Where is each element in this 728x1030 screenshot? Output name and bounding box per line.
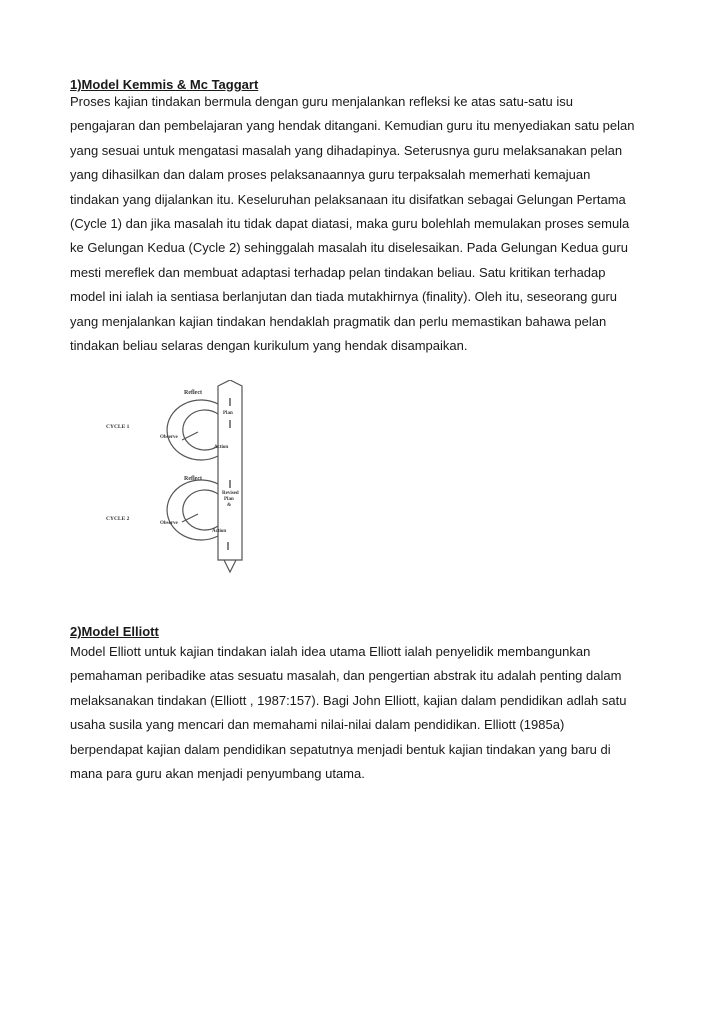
paragraph-line: mana para guru akan menjadi penyumbang utama. — [70, 766, 365, 782]
cycle-1-divider — [182, 432, 198, 440]
paragraph-line: melaksanakan tindakan (Elliott , 1987:157). Bagi John Elliott, kajian dalam pendidikan adlah satu — [70, 692, 627, 708]
action-label-2: Action — [212, 529, 227, 534]
spiral-arrow-head — [224, 560, 236, 572]
paragraph-line: berpendapat kajian dalam pendidikan sepatutnya menjadi bentuk kajian tindakan yang baru di — [70, 741, 611, 757]
paragraph-line: usaha susila yang mencari dan memahami nilai-nilai dalam pendidikan. Elliott (1985a) — [70, 717, 565, 733]
reflect-label-1: Reflect — [184, 390, 202, 396]
paragraph-line: mesti mereflek dan membuat adaptasi terhadap pelan tindakan beliau. Satu kritikan terhadap — [70, 264, 606, 280]
section-2-paragraph — [70, 640, 670, 786]
reflect-label-2: Reflect — [184, 476, 202, 482]
paragraph-line: tindakan yang dijalankan itu. Keseluruhan pelaksanaan itu disifatkan sebagai Gelungan Pertama — [70, 191, 626, 207]
plan-label: Plan — [223, 411, 233, 416]
cycle-1-label: CYCLE 1 — [106, 424, 130, 430]
cycle-2-label: CYCLE 2 — [106, 516, 130, 522]
revised-plan-label: & — [227, 503, 232, 508]
revised-plan-label: Revised — [222, 491, 239, 496]
cycle-2-inner-loop — [183, 490, 218, 530]
paragraph-line: pemahaman peribadike atas sesuatu masalah, dan pengertian abstrak itu adalah penting dalam — [70, 668, 622, 684]
paragraph-line: (Cycle 1) dan jika masalah itu tidak dapat diatasi, maka guru bolehlah memulakan proses semula — [70, 216, 630, 232]
cycle-1-inner-loop — [183, 410, 218, 450]
observe-label-2: Observe — [160, 521, 178, 526]
paragraph-line: pengajaran dan pembelajaran yang hendak ditangani. Kemudian guru itu menyediakan satu pelan — [70, 118, 635, 134]
observe-label-1: Observe — [160, 435, 178, 440]
action-research-spiral-diagram — [100, 380, 260, 580]
cycle-2-outer-loop — [167, 480, 218, 540]
section-1-paragraph — [70, 90, 670, 358]
revised-plan-label: Plan — [224, 497, 234, 502]
paragraph-line: yang dihasilkan dan dalam proses pelaksanaannya guru terpaksalah memerhati kemajuan — [70, 167, 591, 183]
cycle-1-outer-loop — [167, 400, 218, 460]
paragraph-line: ke Gelungan Kedua (Cycle 2) sehinggalah masalah itu diselesaikan. Pada Gelungan Kedua guru — [70, 240, 628, 256]
paragraph-line: yang sesuai untuk mengatasi masalah yang dihadapinya. Seterusnya guru melaksanakan pelan — [70, 142, 623, 158]
action-label-1: Action — [214, 445, 229, 450]
section-2-heading: 2)Model Elliott — [70, 624, 159, 639]
paragraph-line: yang menjalankan kajian tindakan hendaklah pragmatik dan perlu memastikan bahawa pelan — [70, 313, 607, 329]
paragraph-line: model ini ialah ia sentiasa berlanjutan dan tiada mutakhirnya (finality). Oleh itu, seseorang guru — [70, 289, 618, 305]
section-1-heading: 1)Model Kemmis & Mc Taggart — [70, 77, 259, 92]
paragraph-line: Proses kajian tindakan bermula dengan guru menjalankan refleksi ke atas satu-satu isu — [70, 94, 573, 109]
paragraph-line: Model Elliott untuk kajian tindakan ialah idea utama Elliott ialah penyelidik membangunkan — [70, 644, 591, 659]
paragraph-line: tindakan beliau selaras dengan kurikulum yang hendak disampaikan. — [70, 338, 468, 354]
